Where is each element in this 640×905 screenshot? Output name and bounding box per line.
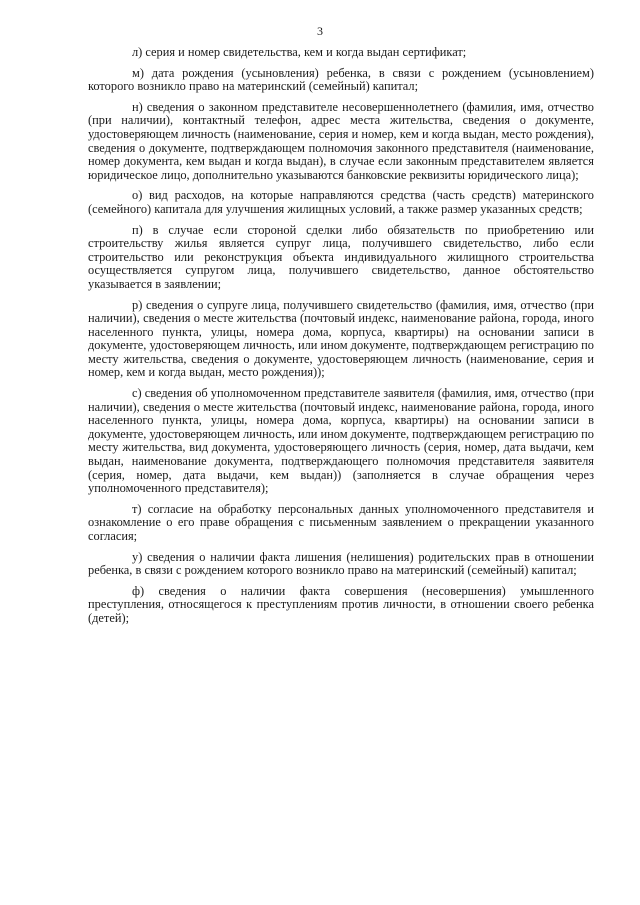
paragraph-r: р) сведения о супруге лица, получившего свидетельство (фамилия, имя, отчество (при наличии), сведения о месте жительства (почтовый индекс, наименование района, города, иного населенного пункта, улицы, номера дома, корпуса, квартиры) на основании записи в документе, удостоверяющем личность, или ином документе, подтверждающем регистрацию по месту жительства, сведения о документе, удостоверяющем личность (наименование, серия и номер, кем и когда выдан, место рождения)); <box>88 297 595 380</box>
paragraph-f: ф) сведения о наличии факта совершения (несовершения) умышленного преступления, относящегося к преступлениям против личности, в отношении своего ребенка (детей); <box>88 583 594 625</box>
paragraph-s: с) сведения об уполномоченном представителе заявителя (фамилия, имя, отчество (при наличии), сведения о месте жительства (почтовый индекс, наименование района, города, иного населенного пункта, улицы, номера дома, корпуса, квартиры) на основании записи в документе, удостоверяющем личность, или ином документе, подтверждающем регистрацию по месту жительства, вид документа, удостоверяющего личность (серия, номер, дата выдачи, кем выдан, наименование документа, подтверждающего полномочия представителя заявителя (серия, номер, дата выдачи, кем выдан)) (заполняется в случае обращения через уполномоченного представителя); <box>88 386 595 496</box>
paragraph-o: о) вид расходов, на которые направляются средства (часть средств) материнского (семейного) капитала для улучшения жилищных условий, а также размер указанных средств; <box>88 188 594 216</box>
paragraph-u: у) сведения о наличии факта лишения (нелишения) родительских прав в отношении ребенка, в связи с рождением которого возникло право на материнский (семейный) капитал; <box>88 549 594 578</box>
paragraph-t: т) согласие на обработку персональных данных уполномоченного представителя и ознакомление о его праве обращения с письменным заявлением о прекращении указанного согласия; <box>88 501 594 543</box>
document-body <box>88 46 594 633</box>
paragraph-p: п) в случае если стороной сделки либо обязательств по приобретению или строительству жилья является супруг лица, получившего свидетельство, либо если строительство или реконструкция объекта индивидуального жилищного строительства осуществляется супругом лица, получившего свидетельство, данное обстоятельство указывается в заявлении; <box>88 222 594 291</box>
paragraph-l: л) серия и номер свидетельства, кем и когда выдан сертификат; <box>132 45 467 59</box>
page-number: 3 <box>317 24 323 38</box>
paragraph-m: м) дата рождения (усыновления) ребенка, в связи с рождением (усыновлением) которого возникло право на материнский (семейный) капитал; <box>88 65 594 94</box>
paragraph-n: н) сведения о законном представителе несовершеннолетнего (фамилия, имя, отчество (при наличии), контактный телефон, адрес места жительства, сведения о документе, удостоверяющем личность (наименование, серия и номер, кем и когда выдан, место рождения), сведения о документе, подтверждающем полномочия законного представителя (наименование, номер документа, кем выдан и когда выдан), в случае если законным представителем является юридическое лицо, дополнительно указываются банковские реквизиты юридического лица); <box>88 99 594 182</box>
